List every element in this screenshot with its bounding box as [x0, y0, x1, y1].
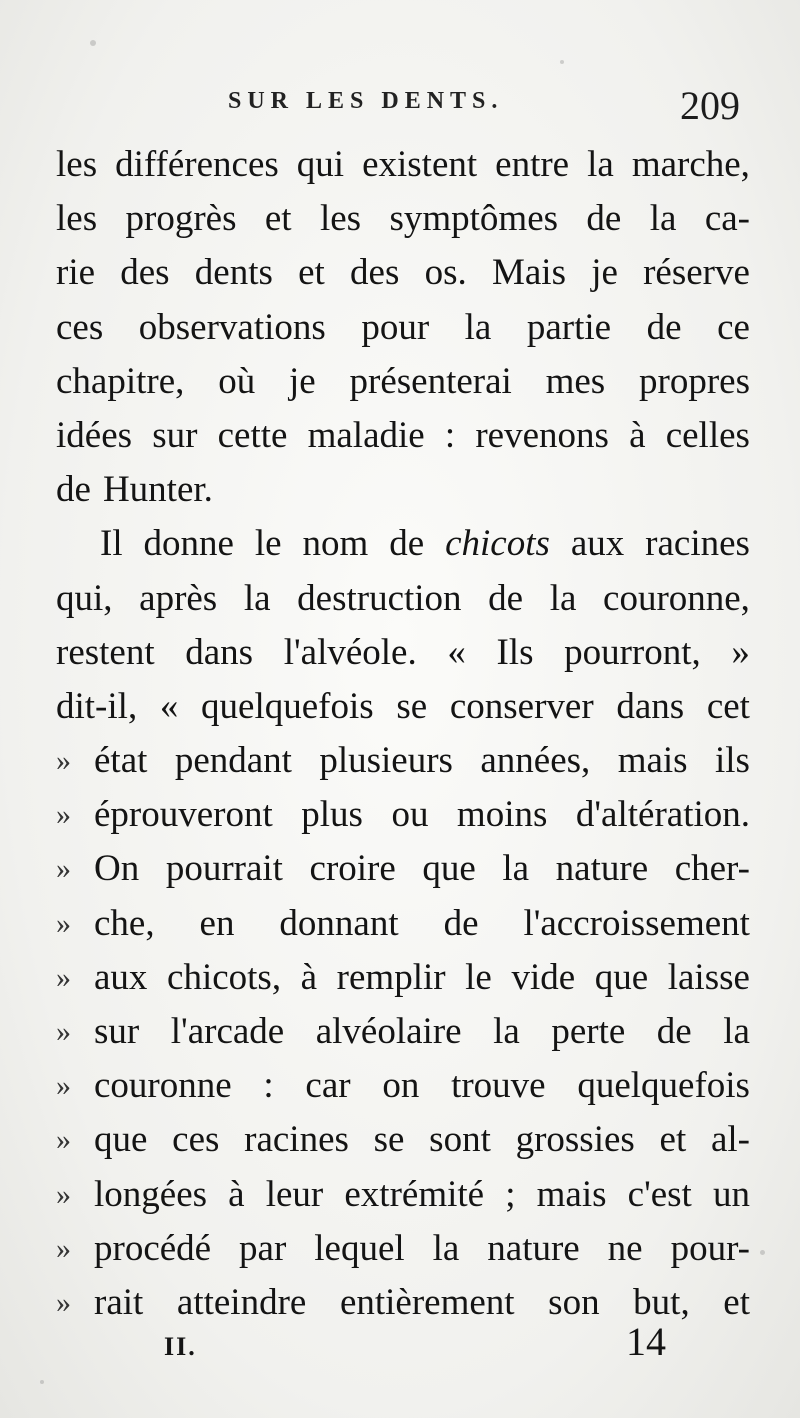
word: dans: [185, 631, 254, 673]
word: al-: [710, 1119, 750, 1161]
word: et: [264, 198, 292, 240]
word: racines: [244, 1119, 349, 1161]
word: observations: [138, 306, 326, 348]
quote-mark: »: [56, 852, 71, 886]
word: pourront,: [564, 631, 701, 673]
word: la: [432, 1227, 460, 1269]
text-line: [56, 1005, 750, 1059]
word: se: [373, 1119, 405, 1161]
word: :: [263, 1065, 274, 1107]
word: de: [656, 1011, 692, 1052]
word: atteindre: [176, 1281, 307, 1323]
paper-speck: [560, 60, 564, 64]
word: quelquefois: [577, 1065, 750, 1107]
word: dents: [194, 252, 273, 294]
word: où: [218, 360, 256, 402]
word: de: [389, 523, 425, 565]
word: but,: [633, 1281, 690, 1323]
word: ou: [391, 794, 429, 836]
word: ces: [56, 306, 104, 348]
word: couronne: [94, 1065, 232, 1107]
word: restent: [56, 631, 155, 673]
word: symptômes: [389, 198, 559, 240]
word: l'arcade: [170, 1011, 285, 1052]
signature-volume: II.: [164, 1332, 197, 1361]
word: remplir: [336, 956, 446, 998]
word: celles: [665, 414, 750, 456]
word: donnant: [279, 902, 399, 944]
word: conserver: [449, 685, 594, 727]
word: la: [243, 577, 271, 619]
word: propres: [639, 360, 750, 402]
word: la: [649, 198, 677, 240]
word: entre: [495, 144, 570, 185]
word: trouve: [451, 1065, 546, 1107]
word: son: [548, 1281, 600, 1323]
word: mais: [536, 1173, 607, 1215]
word: cet: [706, 685, 750, 727]
word: d'altération.: [575, 794, 750, 836]
quote-mark: »: [56, 744, 71, 778]
text-line: [56, 138, 750, 192]
word: sont: [429, 1119, 491, 1161]
word: je: [289, 360, 316, 402]
word: un: [712, 1173, 750, 1215]
page-footer: [0, 1318, 800, 1378]
paper-speck: [40, 1380, 44, 1384]
word: que: [594, 956, 649, 998]
word: perte: [551, 1011, 626, 1052]
word: les: [56, 198, 98, 240]
word: grossies: [515, 1119, 635, 1161]
word: lequel: [314, 1227, 405, 1269]
word: différences: [115, 144, 279, 185]
word: Ils: [496, 631, 534, 673]
word: entièrement: [339, 1281, 515, 1323]
word: je: [591, 252, 618, 294]
word: après: [139, 577, 218, 619]
word: ce: [717, 306, 750, 348]
word: revenons: [475, 414, 609, 456]
word: On: [94, 848, 140, 890]
word: c'est: [627, 1173, 692, 1215]
text-line: [56, 517, 750, 571]
word: éprouveront: [94, 794, 273, 836]
word: ces: [172, 1119, 220, 1161]
word: de: [488, 577, 524, 619]
word: pour-: [670, 1227, 750, 1269]
word: et: [723, 1281, 750, 1323]
word: de: [443, 902, 479, 944]
word: à: [300, 956, 318, 998]
text-line: [56, 734, 750, 788]
word: dit-il,: [56, 685, 138, 727]
word: aux: [570, 523, 625, 565]
word: réserve: [643, 252, 750, 294]
word: que: [422, 848, 476, 890]
text-line: [56, 572, 750, 626]
text-line: [56, 301, 750, 355]
word: cher-: [674, 848, 750, 890]
paper-speck: [760, 1250, 765, 1255]
word: en: [199, 902, 235, 944]
word: longées: [94, 1173, 208, 1215]
word: sur: [152, 414, 198, 456]
word: ;: [505, 1173, 516, 1215]
word: la: [723, 1011, 750, 1052]
word: progrès: [125, 198, 237, 240]
word: qui: [296, 144, 345, 185]
text-line: [56, 1222, 750, 1276]
paper-speck: [90, 40, 96, 46]
word: marche,: [631, 144, 750, 185]
word: car: [305, 1065, 351, 1107]
word: nom: [302, 523, 369, 565]
word: état: [94, 740, 148, 782]
quote-mark: »: [56, 1123, 71, 1157]
word: rait: [94, 1281, 144, 1323]
word: chapitre,: [56, 360, 185, 402]
word: Hunter.: [102, 469, 213, 511]
word: à: [228, 1173, 245, 1215]
word: la: [464, 306, 492, 348]
word: «: [447, 631, 466, 673]
word: racines: [645, 523, 750, 565]
quote-mark: »: [56, 1231, 71, 1265]
word: aux: [94, 956, 148, 998]
word: :: [444, 414, 456, 456]
word: mais: [617, 740, 688, 782]
word: Il: [100, 523, 123, 565]
text-line: [56, 1168, 750, 1222]
word: rie: [56, 252, 96, 294]
word: alvéolaire: [315, 1011, 462, 1052]
word: ca-: [704, 198, 750, 240]
text-line: [56, 951, 750, 1005]
word: procédé: [94, 1227, 212, 1269]
word: che,: [94, 902, 155, 944]
word: idées: [56, 414, 133, 456]
word: plus: [301, 794, 363, 836]
page-number: 209: [680, 83, 740, 128]
quote-mark: »: [56, 906, 71, 940]
running-title: SUR LES DENTS.: [228, 88, 504, 114]
word: la: [587, 144, 614, 185]
word: l'accroissement: [523, 902, 750, 944]
word: pendant: [174, 740, 292, 782]
word: donne: [143, 523, 234, 565]
word: ne: [607, 1227, 643, 1269]
word: de: [56, 469, 91, 511]
word: nature: [555, 848, 649, 890]
word: la: [549, 577, 577, 619]
word: os.: [424, 252, 467, 294]
word: de: [586, 198, 622, 240]
word: à: [629, 414, 646, 456]
quote-mark: »: [56, 1015, 71, 1048]
word: par: [239, 1227, 287, 1269]
word: mes: [545, 360, 606, 402]
text-line: [56, 842, 750, 896]
text-line: [56, 626, 750, 680]
word: on: [382, 1065, 420, 1107]
word: sur: [94, 1011, 140, 1052]
text-line: [56, 788, 750, 842]
word: la: [493, 1011, 520, 1052]
word: ils: [714, 740, 750, 782]
text-line: [56, 680, 750, 734]
word: chicots,: [167, 956, 282, 998]
quote-mark: »: [56, 1285, 71, 1319]
word: laisse: [667, 956, 750, 998]
word: Mais: [491, 252, 566, 294]
word: quelquefois: [201, 685, 374, 727]
word: le: [254, 523, 282, 565]
text-line: [56, 1113, 750, 1167]
word: la: [502, 848, 530, 890]
word: pourrait: [165, 848, 283, 890]
body-text: [56, 138, 750, 1330]
word: présenterai: [349, 360, 512, 402]
word: se: [396, 685, 428, 727]
word: «: [159, 685, 179, 727]
word: existent: [362, 144, 478, 185]
page-header: [0, 82, 800, 132]
word: de: [646, 306, 682, 348]
word: destruction: [297, 577, 462, 619]
quote-mark: »: [56, 960, 71, 994]
word: vide: [511, 956, 576, 998]
word: l'alvéole.: [283, 631, 417, 673]
word: des: [120, 252, 170, 294]
word: partie: [526, 306, 612, 348]
word: que: [94, 1119, 148, 1161]
word: le: [465, 956, 492, 998]
word: années,: [480, 740, 591, 782]
word: des: [350, 252, 400, 294]
word: cette: [217, 414, 288, 456]
word: »: [731, 631, 750, 673]
word: couronne,: [603, 577, 750, 619]
word: pour: [361, 306, 430, 348]
word: plusieurs: [319, 740, 453, 782]
text-line: [56, 192, 750, 246]
word: qui,: [56, 577, 113, 619]
text-line: [56, 355, 750, 409]
word: extrémité: [344, 1173, 485, 1215]
text-line: [56, 897, 750, 951]
quote-mark: »: [56, 1177, 71, 1211]
word: maladie: [307, 414, 425, 456]
word: les: [319, 198, 362, 240]
word: les: [56, 144, 98, 185]
text-line: [56, 1059, 750, 1113]
word: dans: [616, 685, 685, 727]
word: chicots: [445, 523, 550, 565]
quote-mark: »: [56, 798, 71, 832]
word: moins: [456, 794, 548, 836]
text-line: [56, 409, 750, 463]
word: croire: [309, 848, 396, 890]
signature-mark: 14: [626, 1319, 666, 1364]
word: et: [659, 1119, 687, 1161]
quote-mark: »: [56, 1069, 71, 1103]
word: et: [298, 252, 325, 294]
text-line: [56, 463, 750, 517]
word: nature: [487, 1227, 580, 1269]
text-line: [56, 246, 750, 300]
word: leur: [265, 1173, 324, 1215]
